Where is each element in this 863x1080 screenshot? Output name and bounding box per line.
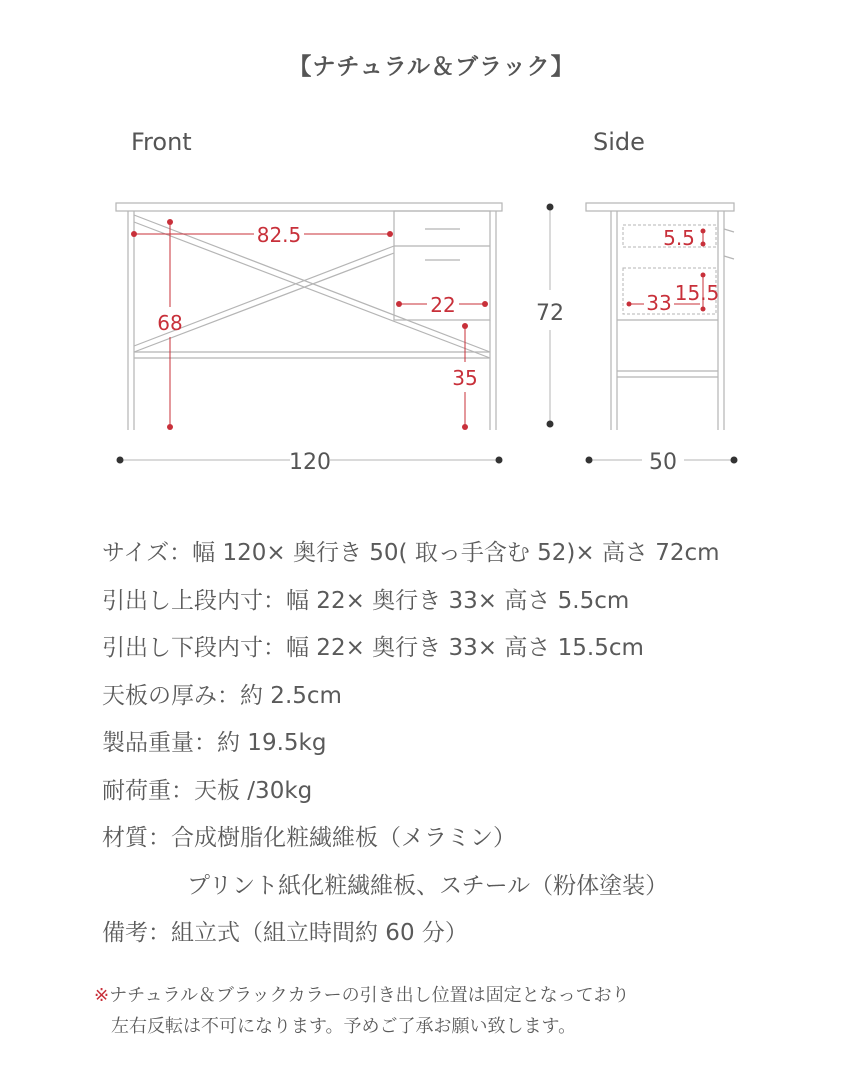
cross-brace-b2 bbox=[134, 253, 394, 352]
front-red-dimensions bbox=[131, 219, 488, 430]
dim-inner-width-label: 82.5 bbox=[256, 223, 302, 247]
dim-drawer-width-label: 22 bbox=[430, 293, 456, 317]
spec-upper-drawer-inner: 引出し上段内寸：幅 22× 奥行き 33× 高さ 5.5cm bbox=[102, 587, 630, 614]
note-line-1: ナチュラル＆ブラックカラーの引き出し位置は固定となっており bbox=[109, 985, 630, 1006]
side-view-drawing bbox=[586, 203, 734, 430]
dim-dot bbox=[167, 219, 173, 225]
dim-lower-drawer-height-label: 15.5 bbox=[674, 281, 720, 305]
side-depth-dimension bbox=[586, 450, 738, 475]
front-total-width-dimension bbox=[117, 450, 503, 475]
dim-depth-label: 50 bbox=[649, 450, 677, 475]
side-view-label: Side bbox=[593, 128, 645, 156]
spec-remarks: 備考：組立式（組立時間約 60 分） bbox=[102, 920, 468, 946]
spec-load-capacity: 耐荷重：天板 /30kg bbox=[102, 777, 313, 804]
side-upper-handle bbox=[724, 229, 734, 232]
side-total-height-dimension bbox=[536, 204, 564, 428]
dim-dot bbox=[496, 457, 503, 464]
dim-total-height-label: 72 bbox=[536, 301, 564, 326]
dim-dot bbox=[547, 421, 554, 428]
dim-clearance-label: 35 bbox=[452, 366, 478, 390]
spec-list bbox=[102, 530, 720, 958]
spec-material: 材質：合成樹脂化粧繊維板（メラミン） bbox=[102, 825, 516, 851]
dim-dot bbox=[462, 323, 468, 329]
dim-dot bbox=[462, 424, 468, 430]
spec-weight: 製品重量：約 19.5kg bbox=[102, 730, 327, 756]
spec-lower-drawer-inner: 引出し下段内寸：幅 22× 奥行き 33× 高さ 15.5cm bbox=[102, 635, 644, 661]
footnote bbox=[94, 980, 630, 1042]
dim-dot bbox=[167, 424, 173, 430]
dim-dot bbox=[131, 231, 137, 237]
dim-dot bbox=[387, 231, 393, 237]
dim-dot bbox=[586, 457, 593, 464]
front-view-label: Front bbox=[131, 128, 192, 156]
cross-brace-a2 bbox=[134, 222, 490, 358]
dim-leg-height-label: 68 bbox=[157, 311, 183, 335]
spec-top-thickness: 天板の厚み：約 2.5cm bbox=[102, 682, 342, 709]
dim-upper-drawer-height-label: 5.5 bbox=[663, 226, 695, 250]
dim-dot bbox=[482, 301, 488, 307]
desk-dimension-diagram bbox=[0, 0, 863, 500]
dim-dot bbox=[547, 204, 554, 211]
page-title: 【ナチュラル＆ブラック】 bbox=[288, 54, 575, 80]
front-tabletop bbox=[116, 203, 502, 211]
dim-dot bbox=[117, 457, 124, 464]
side-lower-handle bbox=[724, 256, 734, 259]
side-tabletop bbox=[586, 203, 734, 211]
side-red-dimensions bbox=[627, 226, 720, 315]
dim-total-width-label: 120 bbox=[289, 450, 331, 475]
spec-material-cont bbox=[102, 863, 720, 911]
note-line-2: 左右反転は不可になります。予めご了承お願い致します。 bbox=[111, 1016, 577, 1037]
note-mark: ※ bbox=[94, 985, 110, 1006]
spec-size: サイズ：幅 120× 奥行き 50( 取っ手含む 52)× 高さ 72cm bbox=[102, 540, 720, 566]
dim-drawer-depth-label: 33 bbox=[646, 291, 672, 315]
dim-dot bbox=[731, 457, 738, 464]
spec-material-cont-text: プリント紙化粧繊維板、スチール（粉体塗装） bbox=[187, 872, 669, 899]
dim-dot bbox=[396, 301, 402, 307]
